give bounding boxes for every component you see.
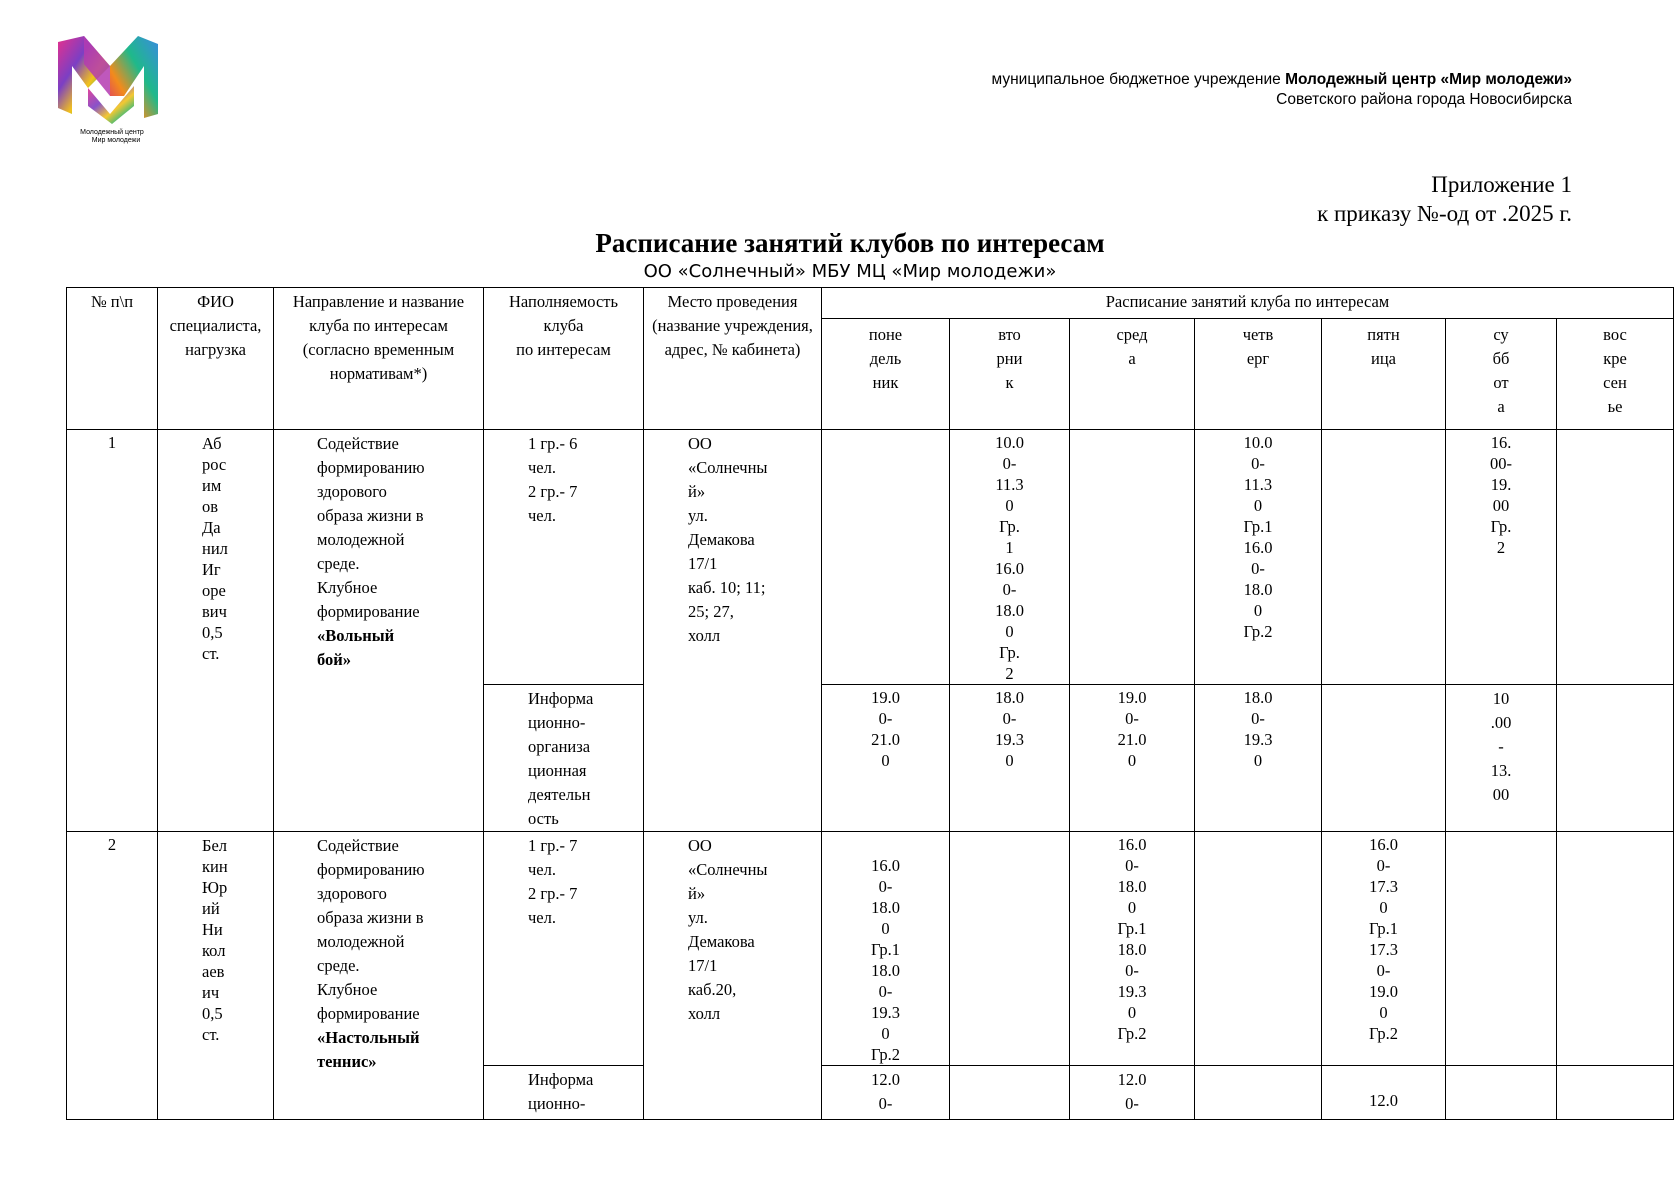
header-day-saturday: су бб от а — [1446, 319, 1557, 430]
slot-tuesday — [950, 1066, 1070, 1120]
row-direction — [274, 832, 484, 1120]
slot-monday: 16.0 0- 18.0 0 Гр.1 18.0 0- 19.3 0 Гр.2 — [822, 832, 950, 1066]
row-num: 2 — [67, 832, 158, 1120]
logo-caption-2: Мир молодежи — [91, 137, 141, 144]
slot-monday: 12.0 0- — [822, 1066, 950, 1120]
slot-wednesday: 16.0 0- 18.0 0 Гр.1 18.0 0- 19.3 0 Гр.2 — [1070, 832, 1195, 1066]
header-row — [67, 288, 1674, 319]
table-row — [67, 832, 1674, 1066]
slot-wednesday: 12.0 0- — [1070, 1066, 1195, 1120]
slot-sunday — [1557, 1066, 1674, 1120]
slot-saturday: 10 .00 - 13. 00 — [1446, 685, 1557, 832]
slot-sunday — [1557, 685, 1674, 832]
row-place: ОО «Солнечны й» ул. Демакова 17/1 каб.20, холл — [644, 832, 822, 1120]
organization-logo — [58, 36, 166, 146]
table-row — [67, 430, 1674, 685]
header-place: Место проведения (название учреждения, адрес, № кабинета) — [644, 288, 822, 430]
slot-saturday — [1446, 1066, 1557, 1120]
header-day-friday: пятн ица — [1322, 319, 1446, 430]
row-fio: Аб рос им ов Да нил Иг оре вич 0,5 ст. — [158, 430, 274, 832]
row-fill: 1 гр.- 7 чел. 2 гр.- 7 чел. — [484, 832, 644, 1066]
organization-type: муниципальное бюджетное учреждение — [991, 71, 1286, 88]
header-fio: ФИО специалиста, нагрузка — [158, 288, 274, 430]
slot-saturday — [1446, 832, 1557, 1066]
document-title: Расписание занятий клубов по интересам — [595, 228, 1105, 258]
header-num: № п\п — [67, 288, 158, 430]
slot-thursday: 18.0 0- 19.3 0 — [1195, 685, 1322, 832]
organization-district: Советского района города Новосибирска — [1276, 91, 1572, 108]
club-name: «Вольный бой» — [317, 626, 395, 669]
header-day-monday: поне дель ник — [822, 319, 950, 430]
document-subtitle: ОО «Солнечный» МБУ МЦ «Мир молодежи» — [643, 261, 1057, 282]
slot-wednesday: 19.0 0- 21.0 0 — [1070, 685, 1195, 832]
header-day-tuesday: вто рни к — [950, 319, 1070, 430]
slot-thursday: 10.0 0- 11.3 0 Гр.1 16.0 0- 18.0 0 Гр.2 — [1195, 430, 1322, 685]
row-fio: Бел кин Юр ий Ни кол аев ич 0,5 ст. — [158, 832, 274, 1120]
header-schedule: Расписание занятий клуба по интересам — [822, 288, 1674, 319]
row-fill: 1 гр.- 6 чел. 2 гр.- 7 чел. — [484, 430, 644, 685]
club-name: «Настольный теннис» — [317, 1028, 420, 1071]
slot-monday: 19.0 0- 21.0 0 — [822, 685, 950, 832]
slot-friday: 16.0 0- 17.3 0 Гр.1 17.3 0- 19.0 0 Гр.2 — [1322, 832, 1446, 1066]
logo-caption: Молодежный центр — [80, 129, 144, 136]
slot-tuesday — [950, 832, 1070, 1066]
slot-friday: 12.0 — [1322, 1066, 1446, 1120]
direction-text: Содействие формированию здорового образа жизни в молодежной среде. Клубное формирование — [317, 434, 425, 621]
appendix-line-1: Приложение 1 — [1431, 172, 1572, 197]
slot-monday — [822, 430, 950, 685]
appendix-note — [1317, 170, 1572, 228]
organization-header — [992, 70, 1572, 110]
header-day-thursday: четв ерг — [1195, 319, 1322, 430]
header-fill: Наполняемость клуба по интересам — [484, 288, 644, 430]
schedule-table — [66, 287, 1674, 1120]
row-fill: Информа ционно- организа ционная деятельн ость — [484, 685, 644, 832]
appendix-line-2: к приказу №-од от .2025 г. — [1317, 201, 1572, 226]
slot-friday — [1322, 685, 1446, 832]
row-num: 1 — [67, 430, 158, 832]
slot-saturday: 16. 00- 19. 00 Гр. 2 — [1446, 430, 1557, 685]
row-place: ОО «Солнечны й» ул. Демакова 17/1 каб. 10; 11; 25; 27, холл — [644, 430, 822, 832]
slot-tuesday: 10.0 0- 11.3 0 Гр. 1 16.0 0- 18.0 0 Гр. 2 — [950, 430, 1070, 685]
header-day-sunday: вос кре сен ье — [1557, 319, 1674, 430]
row-fill: Информа ционно- — [484, 1066, 644, 1120]
slot-friday — [1322, 430, 1446, 685]
slot-tuesday: 18.0 0- 19.3 0 — [950, 685, 1070, 832]
direction-text: Содействие формированию здорового образа жизни в молодежной среде. Клубное формирование — [317, 836, 425, 1023]
slot-sunday — [1557, 430, 1674, 685]
row-direction — [274, 430, 484, 832]
header-direction: Направление и название клуба по интересам (согласно временным нормативам*) — [274, 288, 484, 430]
slot-thursday — [1195, 1066, 1322, 1120]
slot-wednesday — [1070, 430, 1195, 685]
organization-line-1 — [992, 70, 1572, 90]
slot-sunday — [1557, 832, 1674, 1066]
slot-thursday — [1195, 832, 1322, 1066]
header-day-wednesday: сред а — [1070, 319, 1195, 430]
organization-name: Молодежный центр «Мир молодежи» — [1285, 71, 1572, 88]
